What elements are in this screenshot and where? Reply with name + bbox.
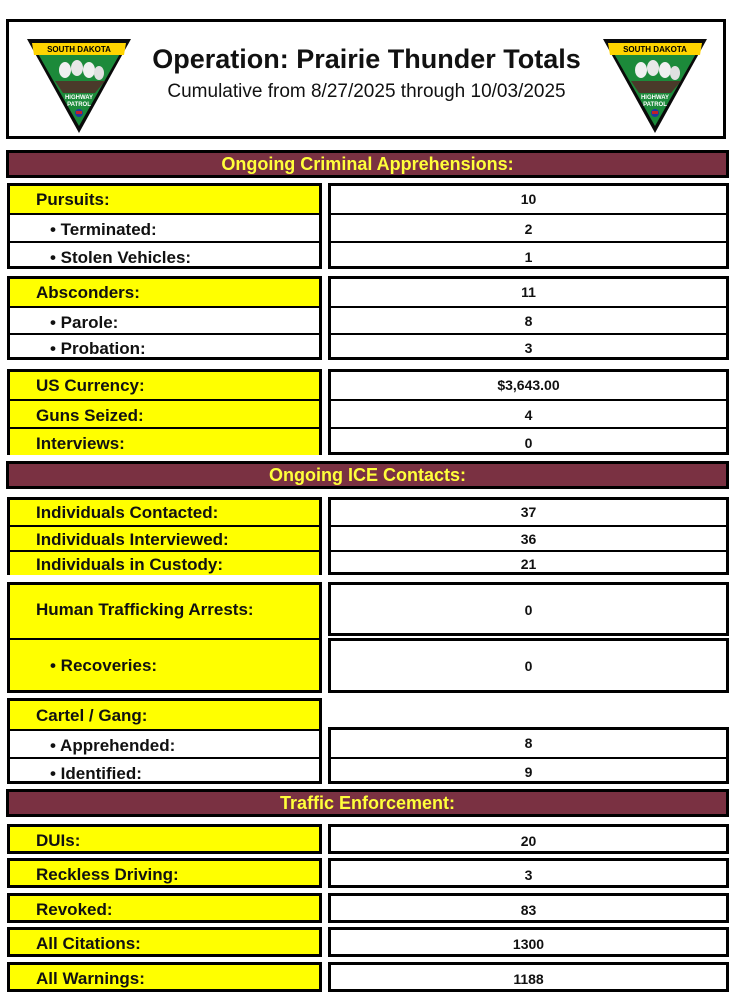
terminated-value-row: [331, 213, 726, 241]
terminated-label: • Terminated:: [50, 220, 157, 239]
citations-value-box: [328, 927, 729, 957]
absconders-labels: [7, 276, 322, 360]
pursuits-value-row: [331, 186, 726, 213]
parole-value: 8: [524, 313, 533, 329]
contacted-value-row: [331, 500, 726, 525]
recoveries-value-box: [328, 638, 729, 693]
human-trafficking-label: Human Trafficking Arrests:: [36, 600, 254, 619]
individuals-custody-label: Individuals in Custody:: [36, 555, 224, 574]
ice-individuals-labels: [7, 497, 322, 575]
svg-text:HIGHWAY: HIGHWAY: [640, 95, 670, 101]
pursuits-labels: [7, 183, 322, 269]
stolen-vehicles-value-row: [331, 241, 726, 269]
guns-label-row: [10, 399, 319, 427]
probation-value: 3: [524, 340, 533, 356]
highway-patrol-badge-right: [601, 37, 709, 135]
guns-value-row: [331, 399, 726, 427]
interviews-label-row: [10, 427, 319, 455]
reckless-driving-label: Reckless Driving:: [36, 865, 179, 884]
interviewed-label-row: [10, 525, 319, 550]
trafficking-value-box: [328, 582, 729, 636]
absconders-label: Absconders:: [36, 283, 140, 302]
identified-value-row: [331, 757, 726, 784]
custody-label-row: [10, 550, 319, 575]
probation-label: • Probation:: [50, 339, 146, 358]
parole-label: • Parole:: [50, 313, 119, 332]
individuals-interviewed-label: Individuals Interviewed:: [36, 530, 229, 549]
pursuits-label: Pursuits:: [36, 190, 110, 209]
duis-value-box: [328, 824, 729, 854]
parole-label-row: [10, 306, 319, 333]
identified-label-row: [10, 757, 319, 784]
identified-label: • Identified:: [50, 764, 142, 783]
duis-value: 20: [520, 833, 537, 849]
trafficking-labels: [7, 582, 322, 693]
terminated-label-row: [10, 213, 319, 241]
pursuits-value: 10: [520, 191, 537, 207]
revoked-label: Revoked:: [36, 900, 113, 919]
identified-value: 9: [524, 764, 533, 780]
custody-value-row: [331, 550, 726, 575]
interviews-value: 0: [524, 435, 533, 451]
svg-text:PATROL: PATROL: [67, 102, 91, 108]
section-ice-contacts: Ongoing ICE Contacts:: [6, 461, 729, 489]
reckless-driving-value: 3: [524, 867, 533, 883]
revoked-label-box: [7, 893, 322, 923]
apprehended-label: • Apprehended:: [50, 736, 176, 755]
svg-text:HIGHWAY: HIGHWAY: [64, 95, 94, 101]
revoked-value: 83: [520, 902, 537, 918]
currency-label-row: [10, 372, 319, 399]
warnings-value-box: [328, 962, 729, 992]
pursuits-label-row: [10, 186, 319, 213]
individuals-contacted-label: Individuals Contacted:: [36, 503, 219, 522]
svg-text:SOUTH DAKOTA: SOUTH DAKOTA: [47, 45, 111, 54]
ice-individuals-values: [328, 497, 729, 575]
cartel-labels: [7, 698, 322, 784]
all-warnings-label: All Warnings:: [36, 969, 145, 988]
interviews-value-row: [331, 427, 726, 455]
interviews-label: Interviews:: [36, 434, 125, 453]
parole-value-row: [331, 306, 726, 333]
all-citations-value: 1300: [512, 936, 545, 952]
svg-text:PATROL: PATROL: [643, 102, 667, 108]
cartel-label-row: [10, 701, 319, 729]
reckless-label-box: [7, 858, 322, 888]
individuals-interviewed-value: 36: [520, 531, 537, 547]
terminated-value: 2: [524, 221, 533, 237]
duis-label-box: [7, 824, 322, 854]
guns-seized-label: Guns Seized:: [36, 406, 144, 425]
us-currency-label: US Currency:: [36, 376, 145, 395]
absconders-value-row: [331, 279, 726, 306]
reckless-value-box: [328, 858, 729, 888]
page-title: Operation: Prairie Thunder Totals: [152, 44, 581, 74]
citations-label-box: [7, 927, 322, 957]
page-subtitle: Cumulative from 8/27/2025 through 10/03/2025: [167, 81, 566, 102]
absconders-values: [328, 276, 729, 360]
absconders-value: 11: [521, 284, 536, 300]
absconders-label-row: [10, 279, 319, 306]
probation-value-row: [331, 333, 726, 360]
trafficking-label-row: [10, 585, 319, 638]
report-header: [6, 19, 726, 139]
stolen-vehicles-value: 1: [524, 249, 533, 265]
probation-label-row: [10, 333, 319, 360]
apprehended-label-row: [10, 729, 319, 757]
recoveries-value: 0: [524, 658, 533, 674]
human-trafficking-value: 0: [524, 602, 533, 618]
seizures-labels: [7, 369, 322, 455]
cartel-gang-label: Cartel / Gang:: [36, 706, 148, 725]
contacted-label-row: [10, 500, 319, 525]
us-currency-value: $3,643.00: [497, 377, 560, 393]
recoveries-label: • Recoveries:: [50, 656, 158, 675]
warnings-label-box: [7, 962, 322, 992]
svg-text:SOUTH DAKOTA: SOUTH DAKOTA: [623, 45, 687, 54]
duis-label: DUIs:: [36, 831, 81, 850]
interviewed-value-row: [331, 525, 726, 550]
section-traffic-enforcement: Traffic Enforcement:: [6, 789, 729, 817]
apprehended-value: 8: [524, 735, 533, 751]
stolen-vehicles-label-row: [10, 241, 319, 269]
all-warnings-value: 1188: [513, 971, 544, 987]
highway-patrol-badge-left: [25, 37, 133, 135]
stolen-vehicles-label: • Stolen Vehicles:: [50, 248, 192, 267]
all-citations-label: All Citations:: [36, 934, 141, 953]
currency-value-row: [331, 372, 726, 399]
seizures-values: [328, 369, 729, 455]
recoveries-label-row: [10, 638, 319, 690]
section-criminal-apprehensions: Ongoing Criminal Apprehensions:: [6, 150, 729, 178]
apprehended-value-row: [331, 730, 726, 757]
individuals-custody-value: 21: [520, 556, 537, 572]
revoked-value-box: [328, 893, 729, 923]
pursuits-values: [328, 183, 729, 269]
cartel-values: [328, 727, 729, 784]
guns-seized-value: 4: [524, 407, 533, 423]
individuals-contacted-value: 37: [520, 504, 537, 520]
